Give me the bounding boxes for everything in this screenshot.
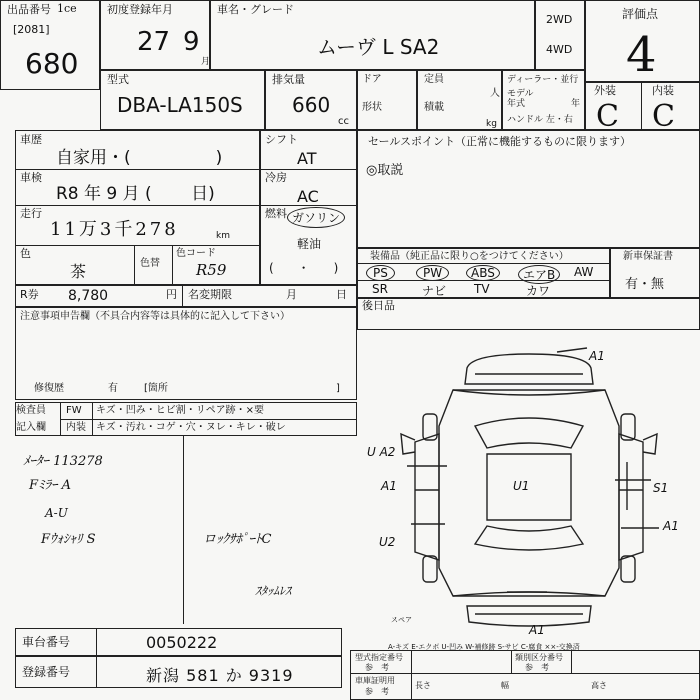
ac-value: AC xyxy=(297,187,319,206)
chassis-label: 車台番号 xyxy=(22,635,71,649)
notes-box xyxy=(15,307,357,400)
score-box xyxy=(585,0,700,82)
model-type-box xyxy=(100,70,265,130)
diagram-mark-u1-roof: U1 xyxy=(513,479,530,493)
handle-label: ハンドル 左・右 xyxy=(507,115,573,125)
plate-label: 登録番号 xyxy=(22,665,71,679)
repair-place: [箇所 xyxy=(144,383,168,394)
color-value: 茶 xyxy=(70,262,87,281)
deadline-day: 日 xyxy=(336,288,347,301)
first-reg-box xyxy=(100,0,210,70)
model-type-value: DBA-LA150S xyxy=(117,93,243,117)
width-label: 幅 xyxy=(501,681,509,690)
model-type-label: 型式 xyxy=(107,73,129,86)
drive-box xyxy=(535,0,585,70)
equip-leather: カワ xyxy=(526,284,551,298)
note-line-2: Fﾐﾗｰ A xyxy=(29,478,72,493)
mileage-value: 11万3千278 xyxy=(50,219,179,240)
score-label: 評価点 xyxy=(622,7,659,21)
equip-abs: ABS xyxy=(466,265,500,281)
warranty-value: 有・無 xyxy=(625,277,665,292)
fuel-value: ガソリン xyxy=(287,207,345,228)
int-label: 内装 xyxy=(652,84,674,97)
vin-sub: 参 考 xyxy=(365,687,389,696)
repair-label: 修復歴 xyxy=(34,383,64,394)
recycle-box xyxy=(15,285,357,307)
ac-label: 冷房 xyxy=(265,171,287,184)
vehicle-name-box xyxy=(210,0,535,70)
class-label: 類別区分番号 xyxy=(515,653,563,662)
door-shape-box xyxy=(357,70,417,130)
equipment-label: 装備品（純正品に限り○をつけてください） xyxy=(370,251,569,262)
recycle-label: R券 xyxy=(20,288,39,301)
equip-tv: TV xyxy=(474,282,490,296)
capacity-box xyxy=(417,70,502,130)
rear-items-box xyxy=(357,298,700,330)
model-year-label: モデル xyxy=(507,89,534,99)
equip-navi: ナビ xyxy=(422,284,447,298)
equipment-box xyxy=(357,248,610,298)
first-reg-year: 27 xyxy=(137,27,171,57)
lot-number: 680 xyxy=(25,47,79,80)
diagram-mark-a1-right: A1 xyxy=(663,519,679,533)
fuel-label: 燃料 xyxy=(265,207,287,220)
note-line-4: Fｳｫｼｬﾘ S xyxy=(41,532,96,547)
inspector-fw: FW xyxy=(66,405,82,416)
fuel-alt: 軽油 xyxy=(297,237,322,251)
plate-value: 新潟 581 か 9319 xyxy=(146,666,294,685)
displacement-box xyxy=(265,70,357,130)
capacity-unit: 人 xyxy=(490,88,500,99)
displacement-label: 排気量 xyxy=(272,73,305,86)
plate-box xyxy=(15,656,342,688)
note-line-1: ﾒｰﾀｰ 113278 xyxy=(23,454,103,469)
vin-label: 車庫証明用 xyxy=(355,676,395,685)
inspector-ext-items: キズ・凹み・ヒビ割・リペア跡・×要 xyxy=(96,405,264,416)
displacement-value: 660 xyxy=(292,93,331,117)
handwritten-area xyxy=(15,436,357,626)
color-label: 色 xyxy=(20,247,31,260)
inspector-int-items: キズ・汚れ・コゲ・穴・ヌレ・キレ・破レ xyxy=(96,422,286,433)
sales-point-label: セールスポイント（正常に機能するものに限ります） xyxy=(368,135,632,148)
drive-2wd: 2WD xyxy=(546,13,573,26)
vehicle-name-label: 車名・グレード xyxy=(217,3,294,16)
displacement-unit: cc xyxy=(338,116,349,127)
mileage-label: 走行 xyxy=(20,207,42,220)
dealer-box xyxy=(502,70,585,130)
spare-label: スペア xyxy=(391,616,412,624)
height-label: 高さ xyxy=(591,681,607,690)
model-year-label-2: 年式 xyxy=(507,99,526,109)
history-value: 自家用・( ) xyxy=(56,148,223,168)
repair-bracket-close: ] xyxy=(336,383,340,394)
equip-sr: SR xyxy=(372,282,388,296)
int-grade: C xyxy=(652,99,675,134)
deadline-label: 名変期限 xyxy=(188,288,232,301)
damage-legend: A-キズ E-エクボ U-凹み W-補修跡 S-サビ C-腐食 ××-交換済 xyxy=(388,643,580,651)
car-damage-diagram xyxy=(357,330,700,640)
ext-int-box xyxy=(585,82,700,134)
shift-value: AT xyxy=(297,149,317,168)
class-sub: 参 考 xyxy=(525,663,549,672)
mech-box xyxy=(260,130,357,285)
diagram-mark-a1-top: A1 xyxy=(589,349,605,363)
load-label: 積載 xyxy=(424,102,444,113)
warranty-box xyxy=(610,248,700,298)
shape-label: 形状 xyxy=(362,102,382,113)
note-line-5: ロｯｸｻﾎﾟｰﾄC xyxy=(203,532,272,547)
inspection-value: R8 年 9 月 ( 日) xyxy=(56,184,215,204)
inspector-label: 検査員 xyxy=(16,405,46,416)
equip-aw: AW xyxy=(574,265,594,279)
diagram-mark-u2-left: U2 xyxy=(379,535,396,549)
type-cert-sub: 参 考 xyxy=(365,663,389,672)
ext-label: 外装 xyxy=(594,84,616,97)
fuel-other: ( ・ ) xyxy=(269,261,339,275)
vehicle-name-value: ムーヴ L SA2 xyxy=(317,35,440,59)
lot-number-box xyxy=(0,0,100,90)
recycle-unit: 円 xyxy=(166,288,177,301)
mileage-unit: km xyxy=(216,231,230,241)
diagram-mark-s1-right: S1 xyxy=(653,481,669,495)
repair-value: 有 xyxy=(108,383,118,394)
notes-label: 注意事項申告欄（不具合内容等は具体的に記入して下さい） xyxy=(20,311,290,322)
deadline-month: 月 xyxy=(286,288,297,301)
capacity-label: 定員 xyxy=(424,74,444,85)
type-cert-label: 型式指定番号 xyxy=(355,653,403,662)
lot-code: [2081] xyxy=(13,23,50,36)
inspector-int-label: 内装 xyxy=(66,422,86,433)
history-label: 車歴 xyxy=(20,133,42,146)
ext-grade: C xyxy=(596,99,619,134)
score-value: 4 xyxy=(626,27,657,83)
history-box xyxy=(15,130,260,285)
warranty-label: 新車保証書 xyxy=(623,251,673,262)
first-reg-label: 初度登録年月 xyxy=(107,3,173,16)
lot-scribble: 1ce xyxy=(57,2,77,15)
recycle-value: 8,780 xyxy=(68,288,109,304)
chassis-value: 0050222 xyxy=(146,633,218,652)
sales-point-box xyxy=(357,130,700,248)
color-change-label: 色替 xyxy=(140,258,160,269)
load-unit: kg xyxy=(486,119,497,129)
door-label: ドア xyxy=(362,74,382,85)
color-code-value: R59 xyxy=(196,261,227,279)
lot-label: 出品番号 xyxy=(7,3,51,16)
model-year-unit: 年 xyxy=(571,99,581,109)
rear-items-label: 後日品 xyxy=(362,299,395,312)
equip-airbag: エアB xyxy=(518,265,560,284)
inspector-box xyxy=(15,402,357,436)
length-label: 長さ xyxy=(415,681,431,690)
cert-box xyxy=(350,650,700,700)
drive-4wd: 4WD xyxy=(546,43,573,56)
equip-ps: PS xyxy=(366,265,395,281)
color-code-label: 色コード xyxy=(176,248,216,259)
inspection-label: 車検 xyxy=(20,171,42,184)
note-line-6: ｽﾀｯﾑﾚｽ xyxy=(255,584,292,598)
chassis-box xyxy=(15,628,342,656)
shift-label: シフト xyxy=(265,133,298,146)
dealer-label: ディーラー・並行 xyxy=(507,75,579,85)
first-reg-month-unit: 月 xyxy=(201,57,211,67)
equip-pw: PW xyxy=(416,265,449,281)
note-field-label: 記入欄 xyxy=(16,422,46,433)
sales-point-items: ◎取説 xyxy=(366,163,404,178)
first-reg-month: 9 xyxy=(183,27,200,57)
diagram-mark-a1-bottom: A1 xyxy=(529,623,545,637)
note-line-3: A-U xyxy=(45,506,68,520)
diagram-mark-a1-left: A1 xyxy=(381,479,397,493)
diagram-mark-ua2-left: U A2 xyxy=(367,445,396,459)
